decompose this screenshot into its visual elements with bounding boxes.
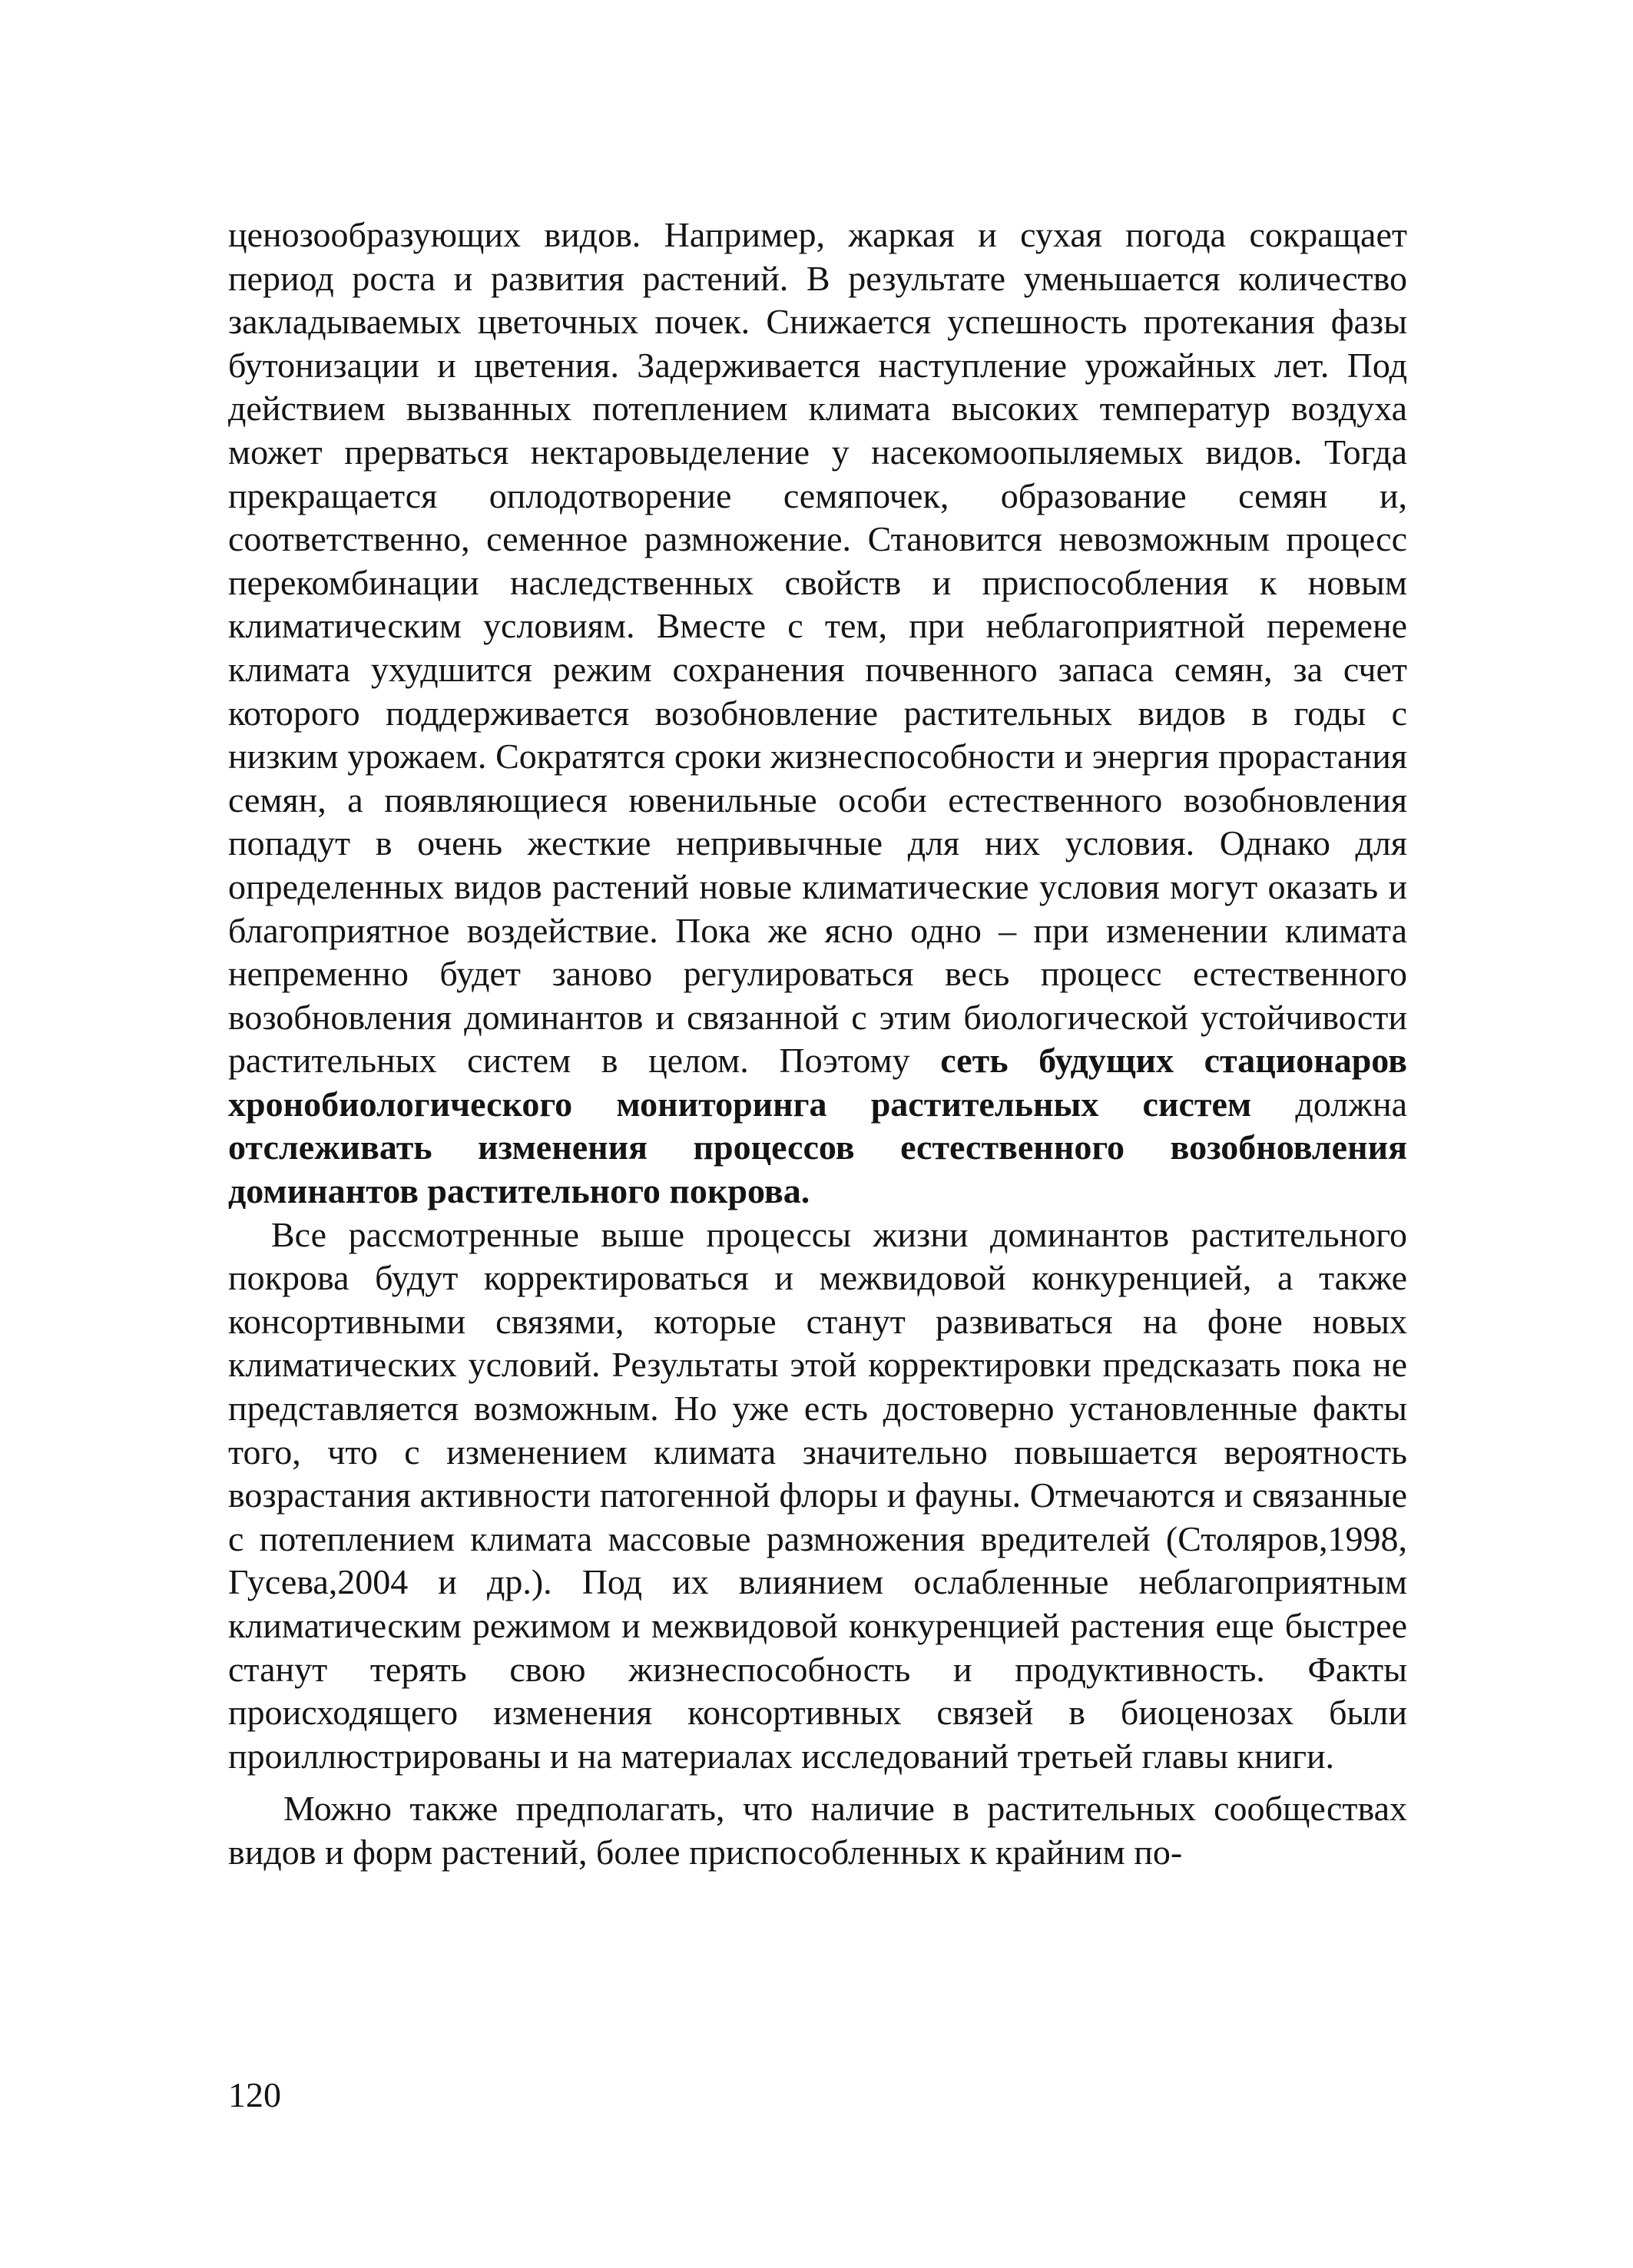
bold-phrase-track-renewal: отслеживать изменения процессов естественного возобновления доминантов растительного покрова. <box>228 1127 1407 1211</box>
page-number: 120 <box>228 2075 281 2114</box>
bold-phrase-monitoring-network: сеть будущих стационаров хронобиологического мониторинга растительных систем <box>228 1041 1407 1124</box>
paragraph-1-text: ценозообразующих видов. Например, жаркая и сухая погода сокращает период роста и развития растений. В результате уменьшается количество закладываемых цветочных почек. Снижается успешность протекания фазы бутонизации и цветения. Задерживается наступление урожайных лет. Под действием вызванных потеплением климата высоких температур воздуха может прерваться нектаровыделение у насекомоопыляемых видов. Тогда прекращается оплодотворение семяпочек, образование семян и, соответственно, семенное размножение. Становится невозможным процесс перекомбинации наследственных свойств и приспособления к новым климатическим условиям. Вместе с тем, при неблагоприятной перемене климата ухудшится режим сохранения почвенного запаса семян, за счет которого поддерживается возобновление растительных видов в годы с низким урожаем. Сократятся сроки жизнеспособности и энергия прорастания семян, а появляющиеся ювенильные особи естественного возобновления попадут в очень жесткие непривычные для них условия. Однако для определенных видов растений новые климатические условия могут оказать и благоприятное воздействие. Пока же ясно одно – при изменении климата непременно будет заново регулироваться весь процесс естественного возобновления доминантов и связанной с этим биологической устойчивости растительных систем в целом. Поэтому <box>228 215 1407 1081</box>
paragraph-1 <box>228 214 1407 1213</box>
paragraph-3 <box>228 1787 1407 1874</box>
paragraph-2-text: Все рассмотренные выше процессы жизни доминантов растительного покрова будут корректироваться и межвидовой конкуренцией, а также консортивными связями, которые станут развиваться на фоне новых климатических условий. Результаты этой корректировки предсказать пока не представляется возможным. Но уже есть достоверно установленные факты того, что с изменением климата значительно повышается вероятность возрастания активности патогенной флоры и фауны. Отмечаются и связанные с потеплением климата массовые размножения вредителей (Столяров,1998, Гусева,2004 и др.). Под их влиянием ослабленные неблагоприятным климатическим режимом и межвидовой конкуренцией растения еще быстрее станут терять свою жизнеспособность и продуктивность. Факты происходящего изменения консортивных связей в биоценозах были проиллюстрированы и на материалах исследований третьей главы книги. <box>228 1214 1407 1776</box>
body-text <box>228 214 1407 1875</box>
paragraph-3-text: Можно также предполагать, что наличие в растительных сообществах видов и форм растений, более приспособленных к крайним по- <box>228 1789 1407 1872</box>
paragraph-2 <box>228 1213 1407 1779</box>
paragraph-1-connector: должна <box>1251 1084 1407 1124</box>
